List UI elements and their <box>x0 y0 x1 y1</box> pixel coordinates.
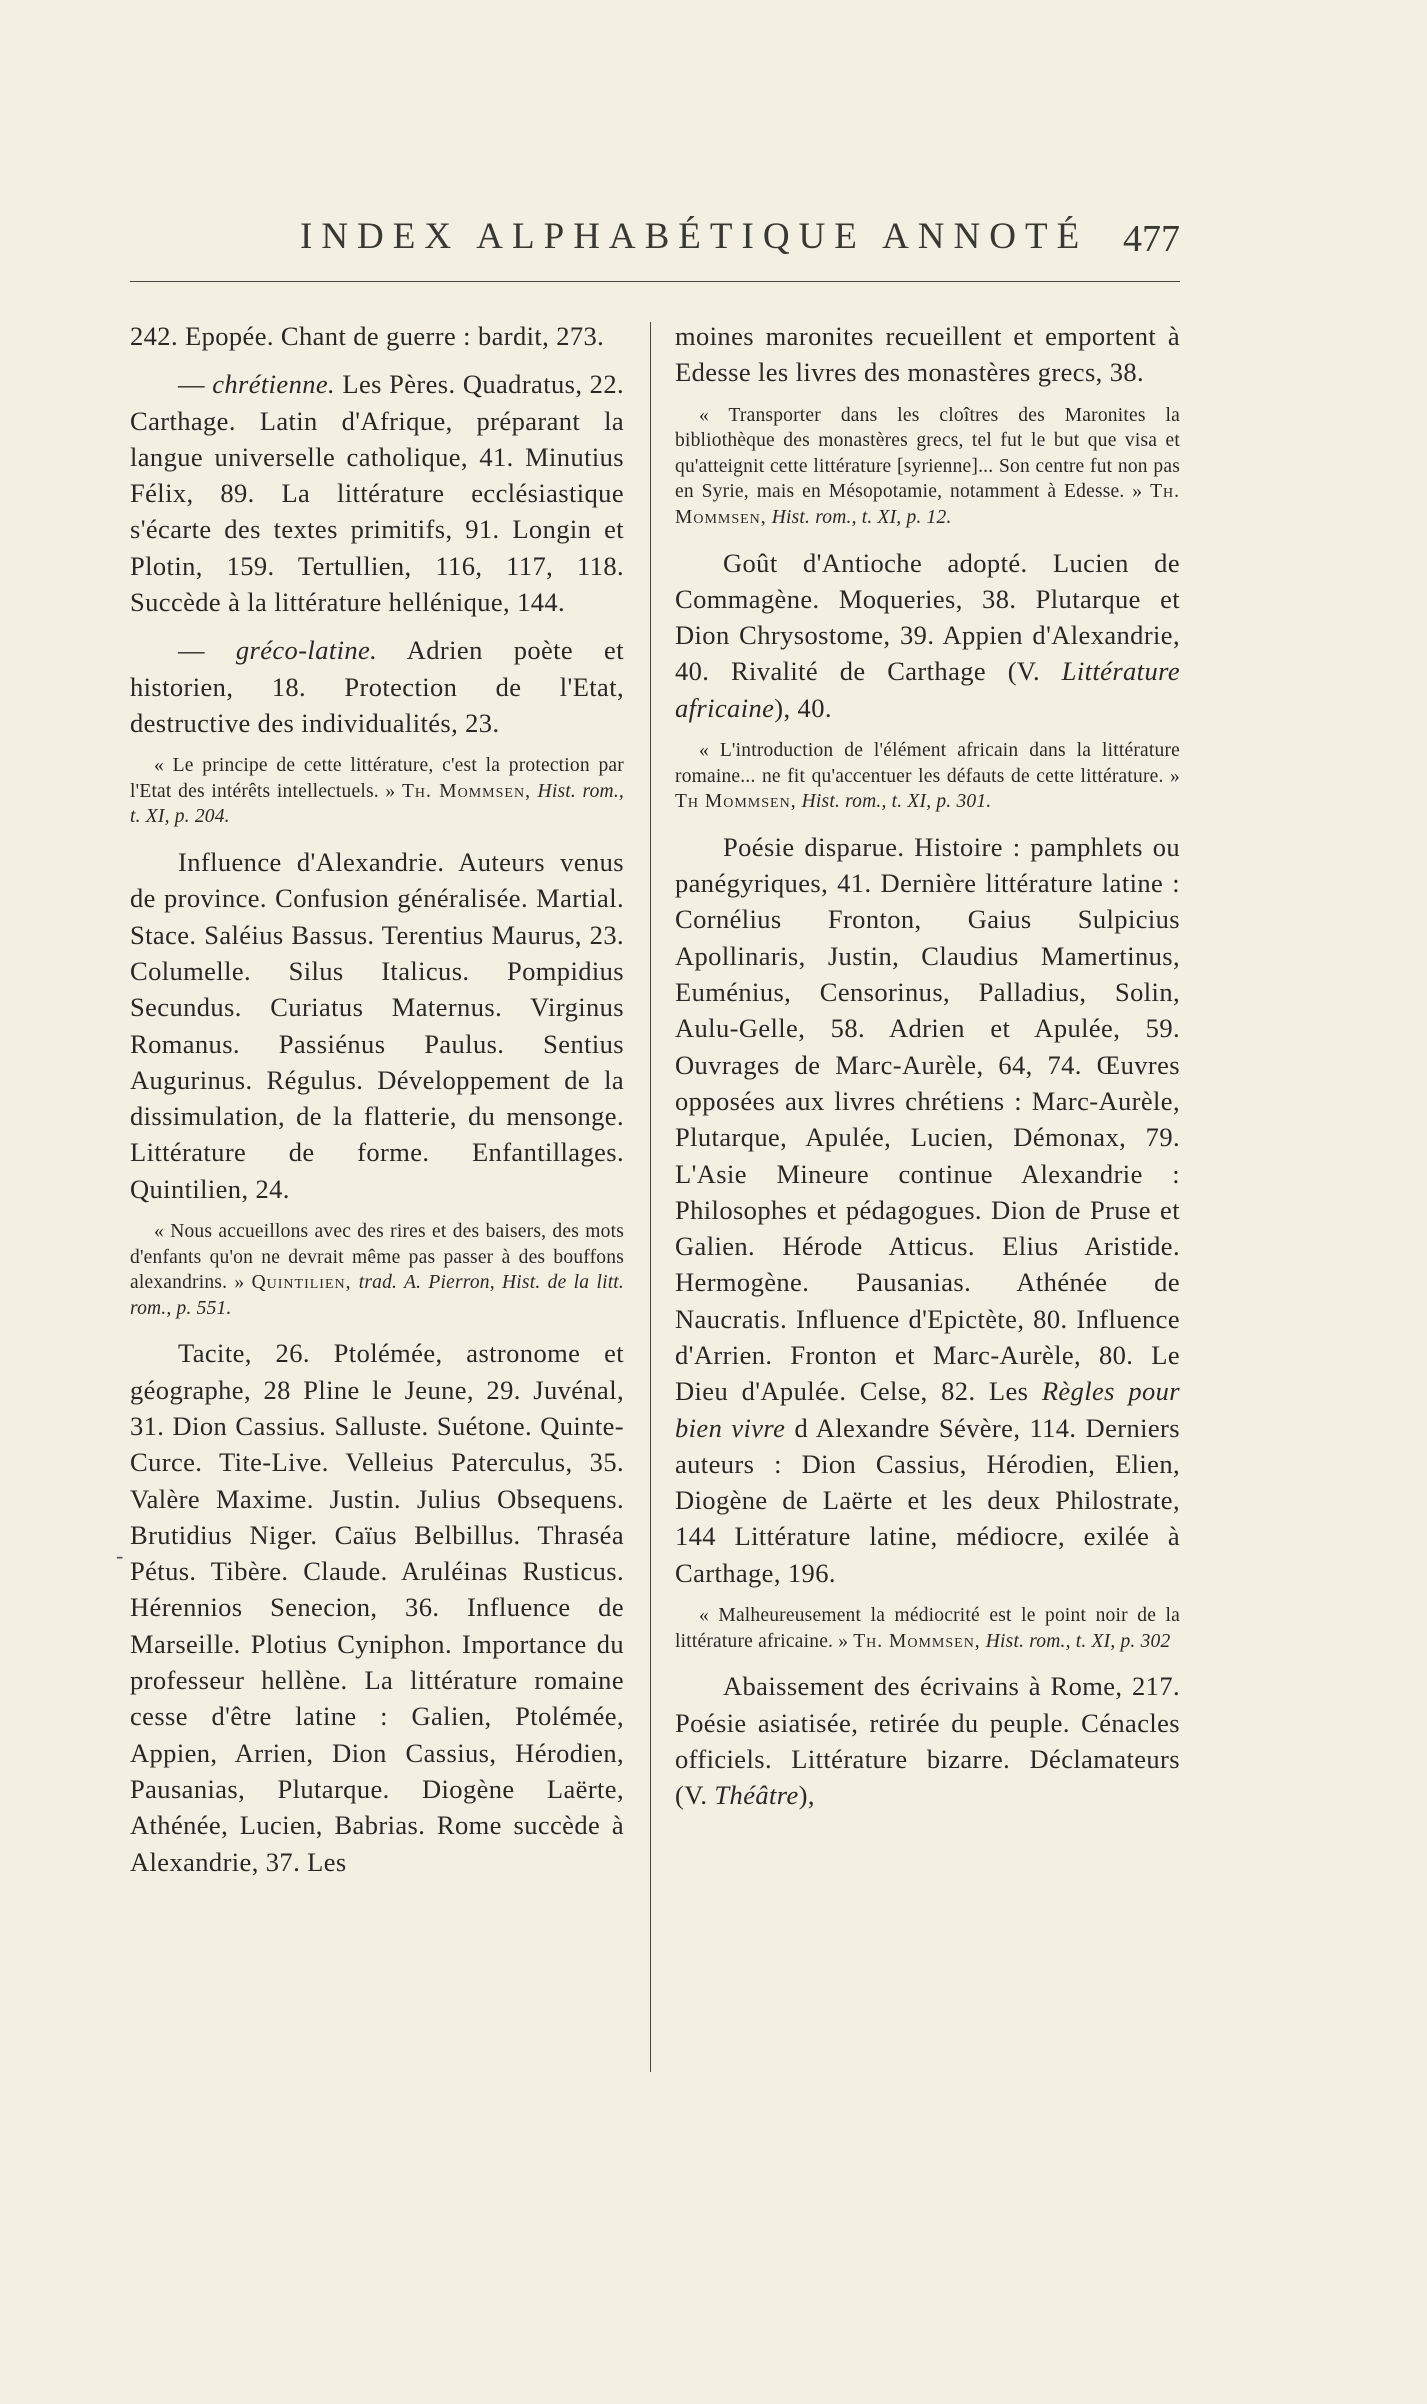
quote-author: Th. Mommsen, <box>675 481 1180 528</box>
quote-reference: Hist. rom., t. XI, p. 12. <box>766 506 952 528</box>
right-column <box>675 318 1180 1825</box>
cross-reference: Théâtre <box>714 1780 799 1811</box>
entry-term: chrétienne. <box>212 369 336 400</box>
entry-maronites: moines maronites recueillent et emportent à Edesse les livres des monastères grecs, 38. <box>675 321 1180 388</box>
quote-mommsen-302: « Malheureusement la médiocrité est le point noir de la littérature africaine. » Th. Mommsen, Hist. rom., t. XI, p. 302 <box>675 1605 1180 1652</box>
quote-quintilien: « Nous accueillons avec des rires et des baisers, des mots d'enfants qu'on ne devrait même pas passer à des bouffons alexandrins. » Quintilien, trad. A. Pierron, Hist. de la litt. rom., p. 551. <box>130 1221 624 1319</box>
quote-reference: Hist. rom., t. XI, p. 204. <box>130 780 624 828</box>
quote-mommsen-301: « L'introduction de l'élément africain dans la littérature romaine... ne fit qu'accentuer les défauts de cette littérature. » Th Mommsen, Hist. rom., t. XI, p. 301. <box>675 740 1180 813</box>
entry-greco-latine: — gréco-latine. Adrien poète et historien, 18. Protection de l'Etat, destructive des individualités, 23. <box>130 635 624 738</box>
quote-reference: Hist. rom., t. XI, p. 301. <box>796 791 992 813</box>
column-divider <box>650 322 651 2072</box>
entry-abaissement: Abaissement des écrivains à Rome, 217. Poésie asiatisée, retirée du peuple. Cénacles officiels. Littérature bizarre. Déclamateurs (V. Théâtre), <box>675 1671 1180 1811</box>
margin-mark: - <box>116 1543 124 1568</box>
running-header <box>130 215 1180 275</box>
page-title: INDEX ALPHABÉTIQUE ANNOTÉ <box>300 216 1089 257</box>
quote-author: Th Mommsen, <box>675 791 797 813</box>
quote-reference: trad. A. Pierron, Hist. de la litt. rom., p. 551. <box>130 1272 624 1319</box>
page-number: 477 <box>1123 218 1180 260</box>
quote-author: Th. Mommsen, <box>853 1630 981 1652</box>
quote-mommsen-12: « Transporter dans les cloîtres des Maronites la bibliothèque des monastères grecs, tel fut le but que visa et qu'atteignit cette littérature [syrienne]... Son centre fut non pas en Syrie, mais en Mésopotamie, notamment à Edesse. » Th. Mommsen, Hist. rom., t. XI, p. 12. <box>675 404 1180 528</box>
quote-mommsen-204: « Le principe de cette littérature, c'est la protection par l'Etat des intérêts intellectuels. » Th. Mommsen, Hist. rom., t. XI, p. 204. <box>130 755 624 828</box>
entry-epopee: 242. Epopée. Chant de guerre : bardit, 273. <box>130 321 605 351</box>
cross-reference: Littérature africaine <box>675 656 1180 723</box>
quote-author: Th. Mommsen, <box>401 780 531 802</box>
entry-poesie-disparue: Poésie disparue. Histoire : pamphlets ou panégyriques, 41. Dernière littérature latine : Cornélius Fronton, Gaius Sulpicius Apollinaris, Justin, Claudius Mamertinus, Euménius, Censorinus, Palladius, Solin, Aulu-Gelle, 58. Adrien et Apulée, 59. Ouvrages de Marc-Aurèle, 64, 74. Œuvres opposées aux livres chrétiens : Marc-Aurèle, Plutarque, Apulée, Lucien, Démonax, 79. L'Asie Mineure continue Alexandrie : Philosophes et pédagogues. Dion de Pruse et Galien. Hérode Atticus. Elius Aristide. Hermogène. Pausanias. Athénée de Naucratis. Influence d'Epictète, 80. Influence d'Arrien. Fronton et Marc-Aurèle, 80. Le Dieu d'Apulée. Celse, 82. Les Règles pour bien vivre d Alexandre Sévère, 114. Derniers auteurs : Dion Cassius, Hérodien, Elien, Diogène de Laërte et les deux Philostrate, 144 Littérature latine, médiocre, exilée à Carthage, 196. <box>675 831 1180 1588</box>
entry-influence-alexandrie: Influence d'Alexandrie. Auteurs venus de province. Confusion généralisée. Martial. Stace. Saléius Bassus. Terentius Maurus, 23. Columelle. Silus Italicus. Pompidius Secundus. Curiatus Maternus. Virginus Romanus. Passiénus Paulus. Sentius Augurinus. Régulus. Développement de la dissimulation, de la flatterie, du mensonge. Littérature de forme. Enfantillages. Quintilien, 24. <box>130 847 624 1204</box>
header-rule <box>130 281 1180 282</box>
entry-antioche: Goût d'Antioche adopté. Lucien de Commagène. Moqueries, 38. Plutarque et Dion Chrysostome, 39. Appien d'Alexandrie, 40. Rivalité de Carthage (V. Littérature africaine), 40. <box>675 547 1180 723</box>
entry-tacite: Tacite, 26. Ptolémée, astronome et géographe, 28 Pline le Jeune, 29. Juvénal, 31. Dion Cassius. Salluste. Suétone. Quinte-Curce. Tite-Live. Velleius Paterculus, 35. Valère Maxime. Justin. Julius Obsequens. Brutidius Niger. Caïus Belbillus. Thraséa Pétus. Tibère. Claude. Aruléinas Rusticus. Hérennios Senecion, 36. Influence de Marseille. Plotius Cyniphon. Importance du professeur hellène. La littérature romaine cesse d'être latine : Galien, Ptolémée, Appien, Arrien, Dion Cassius, Hérodien, Pausanias, Plutarque. Diogène Laërte, Athénée, Lucien, Babrias. Rome succède à Alexandrie, 37. Les <box>130 1338 624 1877</box>
entry-chretienne: — chrétienne. Les Pères. Quadratus, 22. Carthage. Latin d'Afrique, préparant la langue universelle catholique, 41. Minutius Félix, 89. La littérature ecclésiastique s'écarte des textes primitifs, 91. Longin et Plotin, 159. Tertullien, 116, 117, 118. Succède à la littérature hellénique, 144. <box>130 369 624 618</box>
entry-term: gréco-latine. <box>235 635 378 666</box>
work-title: Règles pour bien vivre <box>675 1376 1180 1443</box>
quote-author: Quintilien, <box>251 1272 352 1294</box>
left-column <box>130 318 624 1892</box>
quote-reference: Hist. rom., t. XI, p. 302 <box>980 1630 1171 1652</box>
